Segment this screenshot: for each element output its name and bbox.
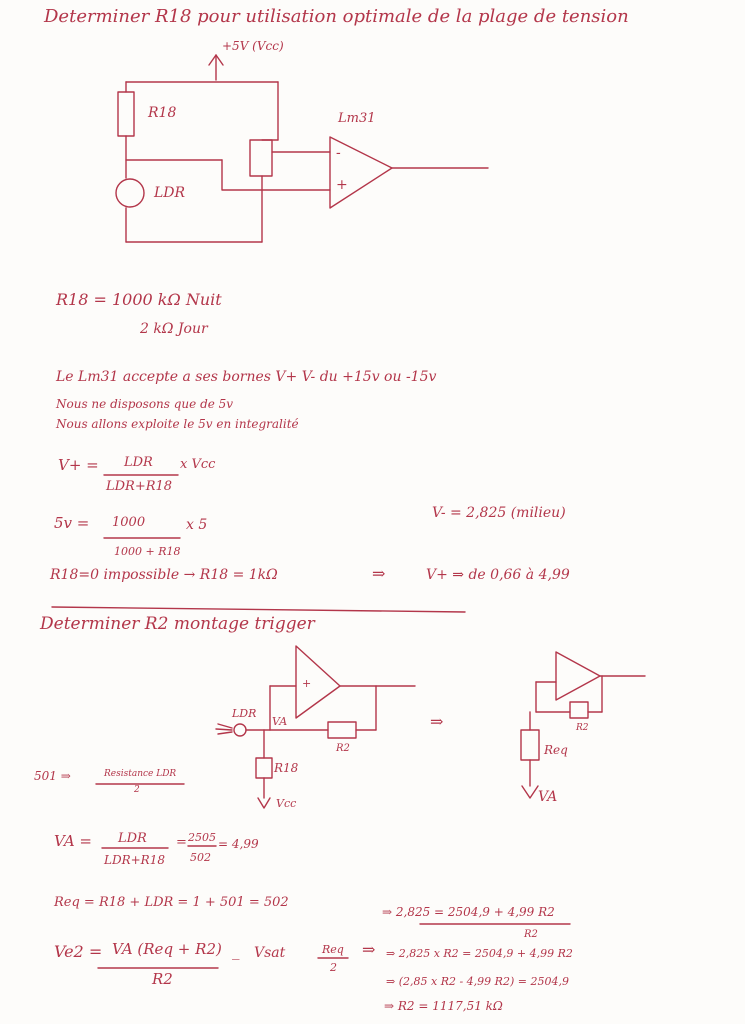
title-r2: Determiner R2 montage trigger (40, 614, 315, 634)
formula2-mult: x 5 (186, 517, 208, 533)
formula2-den: 1000 + R18 (114, 545, 181, 558)
r18-label: R18 (148, 105, 177, 121)
r18-day: 2 kΩ Jour (140, 321, 208, 337)
formula1-mult: x Vcc (180, 457, 216, 472)
opamp-plus: + (336, 177, 348, 193)
solve-step-2: ⇒ 2,825 x R2 = 2504,9 + 4,99 R2 (386, 947, 573, 960)
eq-ve2-two: 2 (330, 961, 337, 974)
eq-va-eq: = (176, 835, 187, 850)
c2-equiv-arrow: ⇒ (430, 712, 444, 731)
c2-r2b-label: R2 (576, 723, 589, 733)
c2-va2-label: VA (538, 789, 558, 805)
eq-ve2-minus: _ (232, 942, 240, 960)
side-note-prefix: 501 ⇒ (34, 769, 71, 783)
note-line-3: Nous allons exploite le 5v en integralité (56, 417, 299, 431)
conclusion-arrow: ⇒ (372, 564, 386, 583)
eq-req: Req = R18 + LDR = 1 + 501 = 502 (54, 895, 289, 910)
note-line-2: Nous ne disposons que de 5v (56, 397, 234, 411)
conclusion-right: V+ ⇒ de 0,66 à 4,99 (426, 567, 570, 583)
opamp-label: Lm31 (338, 111, 376, 126)
eq-ve2-vsat: Vsat (254, 945, 286, 961)
section-separator (52, 607, 465, 612)
supply-label: +5V (Vcc) (222, 39, 284, 53)
c2-r18-label: R18 (274, 761, 299, 775)
eq-va-den: LDR+R18 (104, 853, 165, 867)
eq-va-den2: 502 (190, 851, 211, 864)
eq-ve2-req: Req (322, 943, 344, 956)
formula1-num: LDR (124, 455, 153, 470)
circuit2-schematic (216, 646, 415, 808)
title-r18: Determiner R18 pour utilisation optimale de la plage de tension (44, 6, 629, 27)
formula2-lhs: 5v = (54, 514, 90, 532)
vminus-value: V- = 2,825 (milieu) (432, 505, 566, 521)
eq-ve2-lhs: Ve2 = (54, 942, 103, 961)
side-note-den: 2 (134, 785, 140, 795)
c2-plus-label: + (302, 677, 312, 690)
note-line-1: Le Lm31 accepte a ses bornes V+ V- du +15v ou -15v (56, 369, 437, 385)
circuit1-schematic (116, 55, 488, 242)
c2-req-label: Req (544, 743, 568, 757)
c2-r2-label: R2 (336, 743, 350, 754)
eq-va-num: LDR (118, 831, 147, 846)
conclusion-left: R18=0 impossible → R18 = 1kΩ (50, 567, 278, 583)
formula1-lhs: V+ = (58, 456, 99, 474)
eq-ve2-num: VA (Req + R2) (112, 940, 222, 958)
solve-step-4: ⇒ R2 = 1117,51 kΩ (384, 999, 503, 1013)
eq-va-lhs: VA = (54, 832, 92, 850)
eq-va-num2: 2505 (188, 831, 216, 844)
solve-step-1-den: R2 (524, 929, 538, 940)
opamp-minus: - (336, 145, 341, 161)
c2-vcc-label: Vcc (276, 797, 297, 810)
side-note-text: Resistance LDR (104, 769, 177, 779)
ldr-label: LDR (154, 185, 186, 201)
eq-va-result: = 4,99 (218, 837, 259, 851)
c2-ldr-label: LDR (232, 707, 257, 720)
formula1-den: LDR+R18 (106, 479, 173, 494)
eq-ve2-arrow: ⇒ (362, 940, 376, 959)
formula2-num: 1000 (112, 515, 146, 530)
solve-step-3: ⇒ (2,85 x R2 - 4,99 R2) = 2504,9 (386, 975, 569, 988)
r18-night: R18 = 1000 kΩ Nuit (56, 290, 222, 309)
solve-step-1: ⇒ 2,825 = 2504,9 + 4,99 R2 (382, 905, 555, 919)
c2-va-label: VA (272, 715, 288, 728)
eq-ve2-den: R2 (152, 970, 173, 988)
